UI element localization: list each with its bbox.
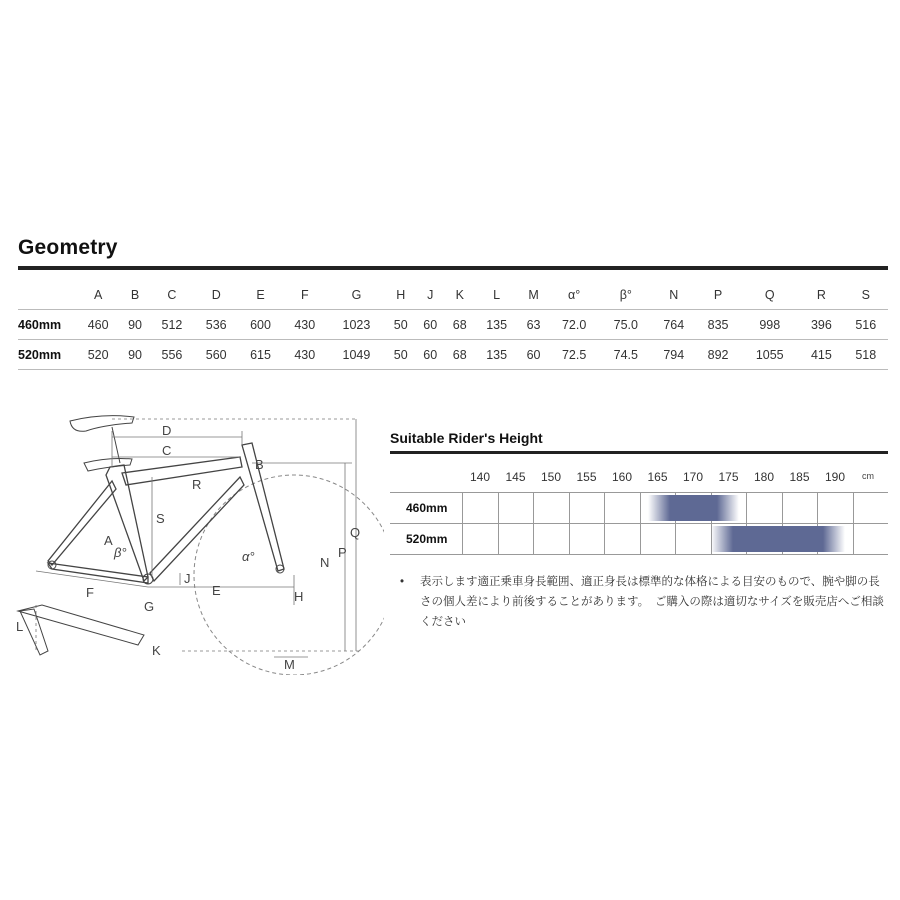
fitting-note — [400, 572, 888, 632]
saddle — [70, 416, 134, 432]
corner-cell — [18, 280, 76, 310]
label-L: L — [16, 619, 24, 634]
column-header: M — [528, 287, 539, 302]
table-cell: 72.5 — [548, 340, 600, 370]
table-cell: 518 — [844, 340, 888, 370]
front-wheel-outline — [194, 475, 384, 675]
label-F: F — [86, 585, 94, 600]
grid-line — [462, 524, 463, 554]
grid-line — [746, 493, 747, 523]
label-H: H — [294, 589, 304, 604]
label-E: E — [212, 583, 221, 598]
column-header: F — [300, 287, 309, 302]
table-cell: 135 — [475, 340, 519, 370]
table-cell: 460 — [76, 310, 120, 340]
height-tick: 150 — [540, 470, 562, 484]
grid-line — [569, 493, 570, 523]
grid-line — [462, 493, 463, 523]
height-row-label: 520mm — [406, 532, 448, 546]
bike-geometry-diagram — [12, 405, 384, 675]
table-cell: 415 — [799, 340, 843, 370]
label-K: K — [152, 643, 161, 658]
table-cell: 50 — [386, 310, 416, 340]
height-tick: 175 — [718, 470, 739, 484]
table-cell: 50 — [386, 340, 416, 370]
height-tick: 140 — [469, 470, 491, 484]
height-range-bar — [711, 526, 845, 552]
height-tick: 185 — [789, 470, 810, 484]
column-header: L — [493, 287, 501, 302]
grid-line — [604, 493, 605, 523]
table-cell: 1055 — [740, 340, 799, 370]
size-label: 520mm — [18, 340, 76, 370]
label-A: A — [104, 533, 113, 548]
table-row — [18, 310, 888, 340]
column-header: K — [455, 287, 464, 302]
height-range-bar — [648, 495, 739, 521]
table-cell: 998 — [740, 310, 799, 340]
table-cell: 794 — [652, 340, 696, 370]
height-row — [390, 523, 888, 555]
label-alpha: α° — [242, 549, 255, 564]
table-cell: 396 — [799, 310, 843, 340]
label-P: P — [338, 545, 347, 560]
table-cell: 60 — [415, 340, 445, 370]
column-header: C — [167, 287, 177, 302]
height-tick: 180 — [753, 470, 775, 484]
height-tick: 145 — [505, 470, 526, 484]
grid-line — [569, 524, 570, 554]
grid-line — [640, 524, 641, 554]
grid-line — [853, 524, 854, 554]
label-G: G — [144, 599, 155, 614]
geometry-title: Geometry — [18, 236, 118, 259]
table-cell: 520 — [76, 340, 120, 370]
geometry-table — [18, 280, 888, 370]
grid-line — [853, 493, 854, 523]
table-cell: 90 — [120, 310, 150, 340]
table-cell: 516 — [844, 310, 888, 340]
table-cell: 1049 — [327, 340, 386, 370]
note-text: 表示します適正乗車身長範囲、適正身長は標準的な体格による目安のもので、腕や脚の長さの個人差により前後することがあります。 ご購入の際は適切なサイズを販売店へご相談ください — [420, 576, 884, 628]
height-tick: 190 — [824, 470, 846, 484]
table-cell: 90 — [120, 340, 150, 370]
label-beta: β° — [114, 545, 127, 560]
table-cell: 60 — [415, 310, 445, 340]
grid-line — [533, 524, 534, 554]
column-header: α° — [568, 287, 581, 302]
column-header: G — [351, 287, 362, 302]
label-M: M — [284, 657, 295, 672]
table-cell: 764 — [652, 310, 696, 340]
folded-stem — [18, 605, 144, 655]
table-header-row — [18, 280, 888, 310]
grid-line — [640, 493, 641, 523]
size-label: 460mm — [18, 310, 76, 340]
table-cell: 75.0 — [600, 310, 652, 340]
table-cell: 74.5 — [600, 340, 652, 370]
table-cell: 560 — [194, 340, 238, 370]
label-J: J — [184, 571, 191, 586]
table-cell: 835 — [696, 310, 740, 340]
height-scale — [390, 460, 888, 492]
note-bullet: • — [400, 576, 405, 588]
column-header: E — [256, 287, 265, 302]
table-cell: 1023 — [327, 310, 386, 340]
grid-line — [604, 524, 605, 554]
label-N: N — [320, 555, 330, 570]
label-Q: Q — [350, 525, 361, 540]
scale-unit: cm — [862, 471, 874, 481]
label-C: C — [162, 443, 172, 458]
grid-line — [675, 524, 676, 554]
grid-line — [533, 493, 534, 523]
height-tick: 155 — [576, 470, 597, 484]
table-cell: 536 — [194, 310, 238, 340]
column-header: A — [93, 287, 103, 302]
column-header: N — [669, 287, 679, 302]
column-header: H — [396, 287, 406, 302]
table-cell: 892 — [696, 340, 740, 370]
label-D: D — [162, 423, 172, 438]
column-header: B — [130, 287, 140, 302]
column-header: Q — [764, 287, 775, 302]
table-cell: 68 — [445, 310, 475, 340]
rider-height-rule — [390, 451, 888, 454]
height-tick: 165 — [647, 470, 668, 484]
table-cell: 430 — [283, 340, 327, 370]
rider-height-chart — [390, 460, 888, 555]
table-cell: 430 — [283, 310, 327, 340]
table-cell: 615 — [238, 340, 282, 370]
label-R: R — [192, 477, 202, 492]
column-header: β° — [619, 287, 632, 302]
table-cell: 68 — [445, 340, 475, 370]
label-B: B — [255, 457, 264, 472]
label-S: S — [156, 511, 165, 526]
column-header: S — [861, 287, 870, 302]
height-row-label: 460mm — [406, 501, 448, 515]
table-row — [18, 340, 888, 370]
grid-line — [498, 493, 499, 523]
grid-line — [817, 493, 818, 523]
table-cell: 72.0 — [548, 310, 600, 340]
column-header: P — [713, 287, 723, 302]
table-cell: 556 — [150, 340, 194, 370]
table-cell: 512 — [150, 310, 194, 340]
height-tick: 170 — [682, 470, 704, 484]
column-header: D — [211, 287, 221, 302]
table-cell: 135 — [475, 310, 519, 340]
grid-line — [498, 524, 499, 554]
height-row — [390, 492, 888, 523]
column-header: R — [816, 287, 826, 302]
table-cell: 63 — [519, 310, 549, 340]
grid-line — [782, 493, 783, 523]
title-rule — [18, 266, 888, 270]
table-cell: 60 — [519, 340, 549, 370]
height-tick: 160 — [611, 470, 633, 484]
column-header: J — [427, 287, 434, 302]
table-cell: 600 — [238, 310, 282, 340]
rider-height-title: Suitable Rider's Height — [390, 430, 543, 446]
